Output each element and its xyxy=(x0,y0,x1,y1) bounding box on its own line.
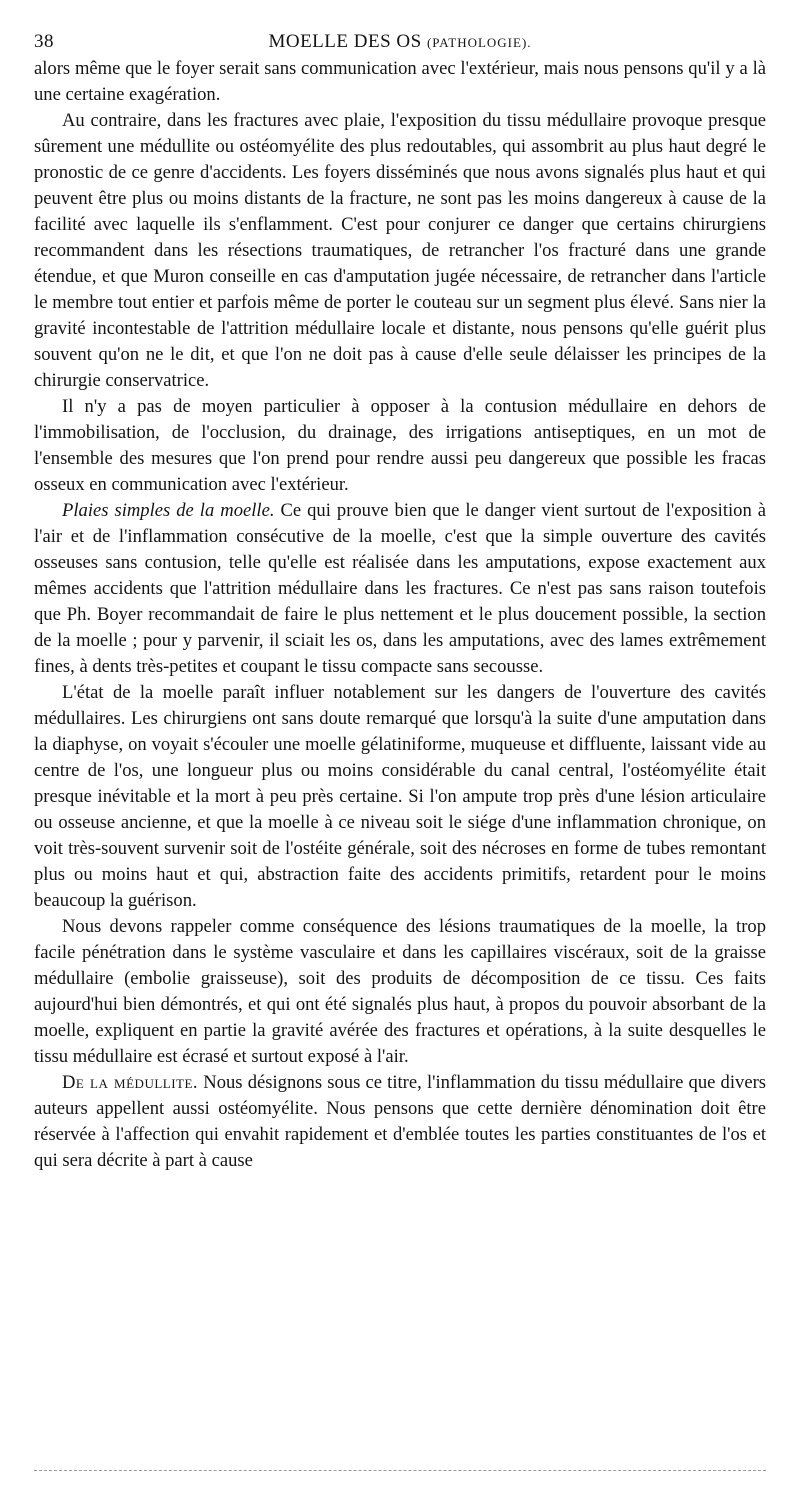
paragraph-5: L'état de la moelle paraît influer notablement sur les dangers de l'ouverture des cavités médullaires. Les chirurgiens ont sans doute remarqué que lorsqu'à la suite d'une amputation dans la diaphyse, on voyait s'écouler une moelle gélatiniforme, muqueuse et diffluente, laissant vide au centre de l'os, une longueur plus ou moins considérable du canal central, l'ostéomyélite était presque inévitable et la mort à peu près certaine. Si l'on ampute trop près d'une lésion articulaire ou osseuse ancienne, et que la moelle à ce niveau soit le siége d'une inflammation chronique, on voit très-souvent survenir soit de l'ostéite générale, soit des nécroses en forme de tubes remontant plus ou moins haut et qui, abstraction faite des accidents primitifs, retardent pour le moins beaucoup la guérison. xyxy=(34,682,766,911)
book-page xyxy=(34,28,766,1174)
running-title xyxy=(34,28,766,57)
running-title-main: MOELLE DES OS xyxy=(268,31,422,52)
running-head xyxy=(34,28,766,56)
paragraph-6: Nous devons rappeler comme conséquence des lésions traumatiques de la moelle, la trop facile pénétration dans le système vasculaire et dans les capillaires viscéraux, soit de la graisse médullaire (embolie graisseuse), soit des produits de décomposition de ce tissu. Ces faits aujourd'hui bien démontrés, et qui ont été signalés plus haut, à propos du pouvoir absorbant de la moelle, expliquent en partie la gravité avérée des fractures et opérations, à la suite desquelles le tissu médullaire est écrasé et surtout exposé à l'air. xyxy=(34,916,766,1067)
paragraph-7 xyxy=(34,1070,766,1174)
section-heading-plaies: Plaies simples de la moelle. xyxy=(62,500,275,521)
paragraph-4-text: Ce qui prouve bien que le danger vient surtout de l'exposition à l'air et de l'inflammation consécutive de la moelle, c'est que la simple ouverture des cavités osseuses sans contusion, telle qu'elle est réalisée dans les amputations, expose exactement aux mêmes accidents que l'attrition médullaire dans les fractures. Ce n'est pas sans raison toutefois que Ph. Boyer recommandait de faire le plus nettement et le plus doucement possible, la section de la moelle ; pour y parvenir, il sciait les os, dans les amputations, avec des lames extrêmement fines, à dents très-petites et coupant le tissu compacte sans secousse. xyxy=(34,500,766,677)
paragraph-1: alors même que le foyer serait sans communication avec l'extérieur, mais nous pensons qu'il y a là une certaine exagération. xyxy=(34,58,766,105)
section-heading-medullite: De la médullite. xyxy=(62,1072,199,1093)
footer-dashed-rule xyxy=(34,1470,766,1471)
body-text xyxy=(34,56,766,1174)
paragraph-2: Au contraire, dans les fractures avec plaie, l'exposition du tissu médullaire provoque presque sûrement une médullite ou ostéomyélite des plus redoutables, qui assombrit au plus haut degré le pronostic de ce genre d'accidents. Les foyers disséminés que nous avons signalés plus haut et qui peuvent être plus ou moins distants de la fracture, ne sont pas les moins dangereux à cause de la facilité avec laquelle ils s'enflamment. C'est pour conjurer ce danger que certains chirurgiens recommandent dans les résections traumatiques, de retrancher l'os fracturé dans une grande étendue, et que Muron conseille en cas d'amputation jugée nécessaire, de retrancher dans l'article le membre tout entier et parfois même de porter le couteau sur un segment plus élevé. Sans nier la gravité incontestable de l'attrition médullaire locale et distante, nous pensons qu'elle guérit plus souvent qu'on ne le dit, et que l'on ne doit pas à cause d'elle seule délaisser les principes de la chirurgie conservatrice. xyxy=(34,110,766,391)
page-number: 38 xyxy=(34,31,54,52)
running-title-sub: (PATHOLOGIE). xyxy=(426,35,532,50)
paragraph-3: Il n'y a pas de moyen particulier à opposer à la contusion médullaire en dehors de l'immobilisation, de l'occlusion, du drainage, des irrigations antiseptiques, en un mot de l'ensemble des mesures que l'on prend pour rendre aussi peu dangereux que possible les fracas osseux en communication avec l'extérieur. xyxy=(34,396,766,495)
paragraph-7-text: Nous désignons sous ce titre, l'inflammation du tissu médullaire que divers auteurs appellent aussi ostéomyélite. Nous pensons que cette dernière dénomination doit être réservée à l'affection qui envahit rapidement et d'emblée toutes les parties constituantes de l'os et qui sera décrite à part à cause xyxy=(34,1072,767,1171)
paragraph-4 xyxy=(34,498,766,680)
